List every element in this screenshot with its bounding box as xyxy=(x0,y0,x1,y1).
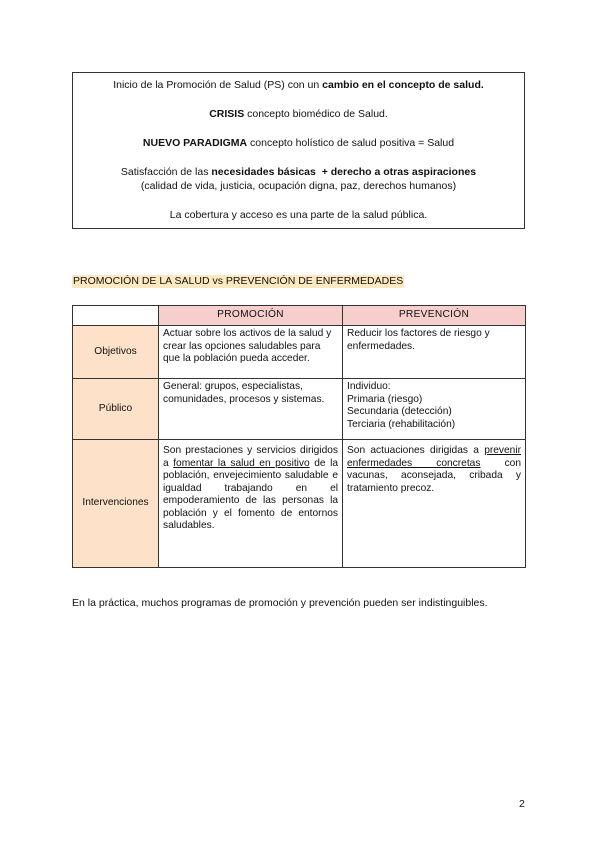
box-line-6: La cobertura y acceso es una parte de la salud pública. xyxy=(169,209,428,221)
footer-note: En la práctica, muchos programas de promoción y prevención pueden ser indistinguibles. xyxy=(72,597,488,609)
publico-prev-line: Secundaria (detección) xyxy=(347,406,452,417)
objetivos-promocion: Actuar sobre los activos de la salud y crear las opciones saludables para que la población pueda acceder. xyxy=(159,326,343,379)
interv-promo-text-2: de la población, envejecimiento saludable e igualdad trabajando en el empoderamiento de las personas la población y el fomento de entornos saludables. xyxy=(163,457,339,531)
line1-text: Inicio de la Promoción de Salud (PS) con un xyxy=(113,79,323,91)
line4-text: Satisfacción de las xyxy=(120,166,212,178)
row-label-intervenciones: Intervenciones xyxy=(73,440,159,568)
box-line-1 xyxy=(73,79,524,92)
box-line-3 xyxy=(73,137,524,150)
box-line-2 xyxy=(73,108,524,121)
line1-bold: cambio en el concepto de salud. xyxy=(322,79,484,91)
page-number: 2 xyxy=(519,798,525,810)
intervenciones-prevencion xyxy=(343,440,526,568)
header-blank-cell xyxy=(73,306,159,326)
box-line-4 xyxy=(73,166,524,179)
interv-prev-text: Son actuaciones dirigidas a xyxy=(347,445,485,456)
table-header-row xyxy=(73,306,526,326)
box-line-5: (calidad de vida, justicia, ocupación digna, paz, derechos humanos) xyxy=(140,180,457,192)
table-row xyxy=(73,440,526,568)
interv-promo-underline: fomentar la salud en positivo xyxy=(173,457,310,469)
line2-text: concepto biomédico de Salud. xyxy=(244,108,388,120)
header-prevencion: PREVENCIÓN xyxy=(343,306,526,326)
summary-box xyxy=(72,72,525,229)
comparison-table xyxy=(72,305,526,568)
objetivos-prevencion: Reducir los factores de riesgo y enfermedades. xyxy=(343,326,526,379)
interv-prev-underline: prevenir enfermedades concretas xyxy=(347,445,521,469)
line4-mid: + xyxy=(315,166,331,178)
intervenciones-promocion xyxy=(159,440,343,568)
table-row xyxy=(73,326,526,379)
row-label-objetivos: Objetivos xyxy=(73,326,159,379)
publico-promocion: General: grupos, especialistas, comunidades, procesos y sistemas. xyxy=(159,379,343,440)
line2-bold: CRISIS xyxy=(209,108,245,120)
section-heading: PROMOCIÓN DE LA SALUD vs PREVENCIÓN DE ENFERMEDADES xyxy=(73,275,404,287)
line3-text: concepto holístico de salud positiva = Salud xyxy=(247,137,455,149)
row-label-publico: Público xyxy=(73,379,159,440)
interv-promo-text: Son prestaciones y servicios dirigidos a xyxy=(163,445,338,469)
line4-bold1: necesidades básicas xyxy=(211,166,316,178)
publico-prev-line: Terciaria (rehabilitación) xyxy=(347,418,456,430)
table-row xyxy=(73,379,526,440)
header-promocion: PROMOCIÓN xyxy=(159,306,343,326)
publico-prevencion xyxy=(343,379,526,440)
publico-prev-line: Individuo: xyxy=(347,381,391,392)
line4-bold2: derecho a otras aspiraciones xyxy=(330,166,477,178)
line3-bold: NUEVO PARADIGMA xyxy=(142,137,248,149)
publico-prev-line: Primaria (riesgo) xyxy=(347,393,423,405)
interv-prev-text-2: con vacunas, aconsejada, cribada y tratamiento precoz. xyxy=(347,457,521,494)
